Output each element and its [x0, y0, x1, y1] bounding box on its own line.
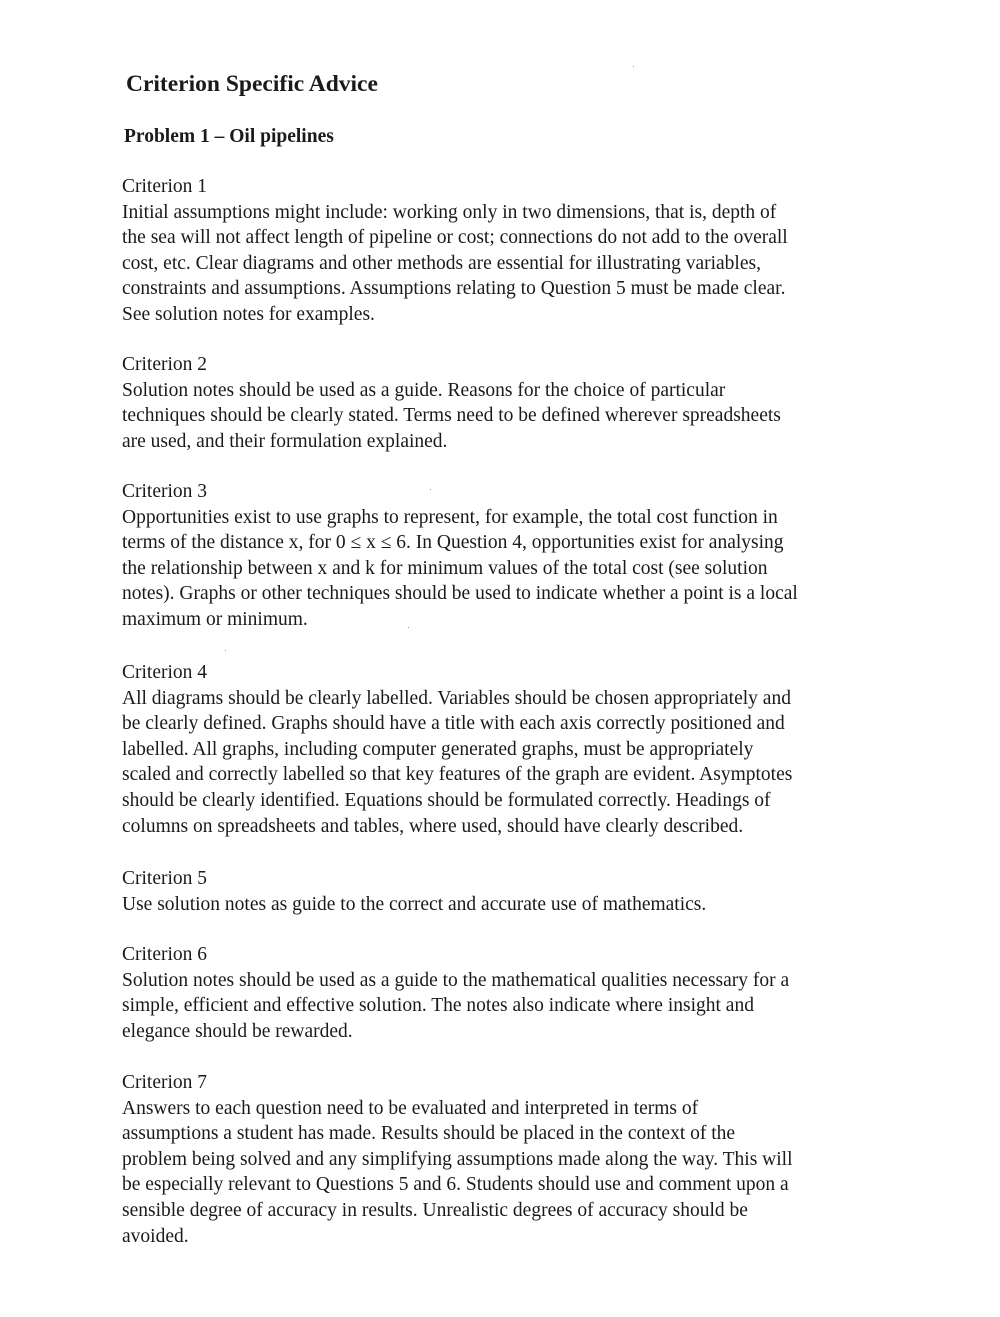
- criterion-6-text: [122, 968, 892, 1045]
- criterion-4-line: All diagrams should be clearly labelled. Variables should be chosen appropriately and: [122, 687, 791, 709]
- criterion-4-line: be clearly defined. Graphs should have a title with each axis correctly positioned and: [122, 713, 785, 735]
- criterion-2-section: [122, 352, 892, 454]
- criterion-1-section: [122, 174, 892, 328]
- criterion-7-line: assumptions a student has made. Results should be placed in the context of the: [122, 1123, 736, 1145]
- scan-speck: [430, 489, 431, 490]
- scan-speck: [633, 66, 634, 67]
- criterion-3-section: [122, 479, 892, 633]
- criterion-1-heading: Criterion 1: [122, 176, 208, 197]
- criterion-4-heading: Criterion 4: [122, 662, 208, 683]
- criterion-4-section: [122, 660, 892, 839]
- criterion-4-line: should be clearly identified. Equations should be formulated correctly. Headings of: [122, 789, 771, 811]
- criterion-2-heading: Criterion 2: [122, 354, 208, 375]
- criterion-6-line: elegance should be rewarded.: [122, 1020, 353, 1042]
- criterion-1-line: Initial assumptions might include: working only in two dimensions, that is, depth of: [122, 201, 777, 223]
- criterion-3-line: the relationship between x and k for minimum values of the total cost (see solution: [122, 557, 768, 579]
- criterion-5-section: [122, 866, 892, 917]
- criterion-7-text: [122, 1096, 892, 1250]
- criterion-7-line: avoided.: [122, 1225, 189, 1247]
- criterion-3-line: Opportunities exist to use graphs to represent, for example, the total cost function in: [122, 506, 778, 528]
- criterion-7-line: problem being solved and any simplifying assumptions made along the way. This will: [122, 1148, 793, 1170]
- criterion-1-line: the sea will not affect length of pipeline or cost; connections do not add to the overall: [122, 227, 788, 249]
- criterion-4-line: scaled and correctly labelled so that key features of the graph are evident. Asymptotes: [122, 764, 793, 786]
- criterion-6-heading: Criterion 6: [122, 944, 208, 965]
- criterion-3-line: notes). Graphs or other techniques should be used to indicate whether a point is a local: [122, 583, 798, 605]
- criterion-5-line: Use solution notes as guide to the correct and accurate use of mathematics.: [122, 893, 707, 915]
- criterion-1-line: cost, etc. Clear diagrams and other methods are essential for illustrating variables,: [122, 252, 761, 274]
- criterion-4-line: labelled. All graphs, including computer generated graphs, must be appropriately: [122, 738, 754, 760]
- criterion-1-line: constraints and assumptions. Assumptions relating to Question 5 must be made clear.: [122, 278, 786, 300]
- criterion-7-heading: Criterion 7: [122, 1072, 208, 1093]
- criterion-3-line: maximum or minimum.: [122, 608, 308, 630]
- criterion-1-line: See solution notes for examples.: [122, 303, 375, 325]
- criterion-2-line: techniques should be clearly stated. Terms need to be defined wherever spreadsheets: [122, 405, 781, 427]
- page-title: Criterion Specific Advice: [126, 71, 378, 97]
- criterion-3-text: [122, 505, 892, 633]
- scan-speck: [225, 650, 226, 651]
- criterion-5-text: [122, 892, 892, 918]
- criterion-3-heading: Criterion 3: [122, 481, 208, 502]
- criterion-2-line: are used, and their formulation explained.: [122, 430, 448, 452]
- scan-speck: [408, 627, 409, 628]
- criterion-6-line: Solution notes should be used as a guide to the mathematical qualities necessary for a: [122, 969, 790, 991]
- criterion-5-heading: Criterion 5: [122, 868, 208, 889]
- criterion-2-text: [122, 378, 892, 455]
- criterion-1-text: [122, 200, 892, 328]
- criterion-7-line: sensible degree of accuracy in results. Unrealistic degrees of accuracy should be: [122, 1199, 748, 1221]
- criterion-7-line: be especially relevant to Questions 5 and 6. Students should use and comment upon a: [122, 1174, 789, 1196]
- criterion-4-line: columns on spreadsheets and tables, where used, should have clearly described.: [122, 815, 744, 837]
- criterion-6-section: [122, 942, 892, 1044]
- criterion-6-line: simple, efficient and effective solution. The notes also indicate where insight and: [122, 995, 754, 1017]
- criterion-3-line: terms of the distance x, for 0 ≤ x ≤ 6. In Question 4, opportunities exist for analysing: [122, 532, 784, 554]
- criterion-4-text: [122, 686, 892, 840]
- criterion-7-line: Answers to each question need to be evaluated and interpreted in terms of: [122, 1097, 699, 1119]
- problem-title: Problem 1 – Oil pipelines: [124, 126, 334, 147]
- criterion-2-line: Solution notes should be used as a guide. Reasons for the choice of particular: [122, 379, 726, 401]
- criterion-7-section: [122, 1070, 892, 1249]
